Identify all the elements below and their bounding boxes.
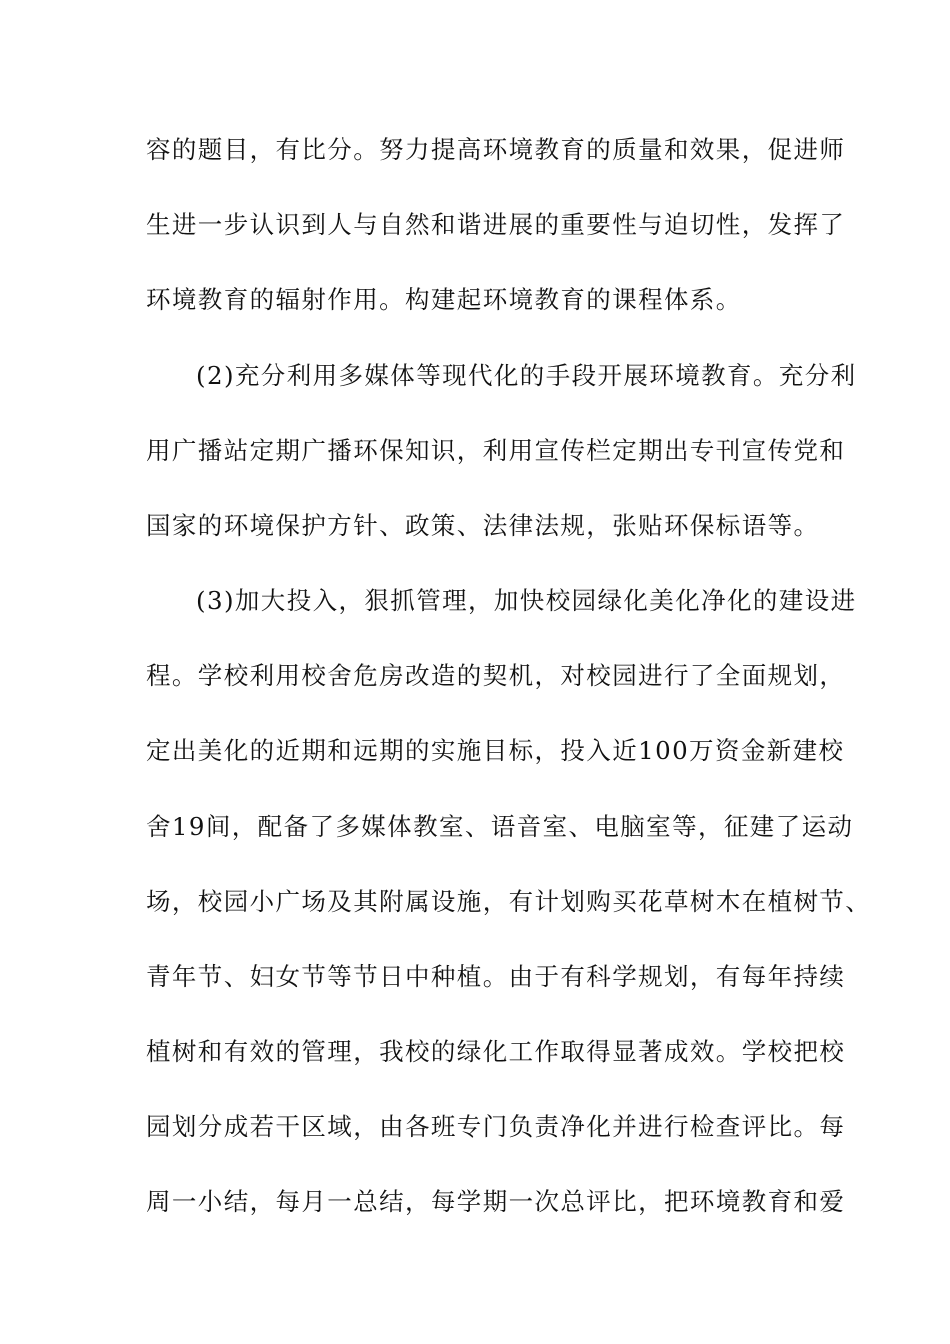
- text-line: 定出美化的近期和远期的实施目标，投入近100万资金新建校: [146, 736, 845, 765]
- text-line: 园划分成若干区域，由各班专门负责净化并进行检查评比。每: [146, 1112, 846, 1141]
- text-line: 周一小结，每月一总结，每学期一次总评比，把环境教育和爱: [146, 1187, 846, 1216]
- text-line: 用广播站定期广播环保知识，利用宣传栏定期出专刊宣传党和: [146, 436, 846, 465]
- text-line: 场，校园小广场及其附属设施，有计划购买花草树木在植树节、: [146, 887, 872, 916]
- text-line: 舍19间，配备了多媒体教室、语音室、电脑室等，征建了运动: [146, 812, 854, 841]
- text-line: 程。学校利用校舍危房改造的契机，对校园进行了全面规划，: [146, 661, 846, 690]
- paragraph-3-first-line: (3)加大投入，狠抓管理，加快校园绿化美化净化的建设进: [196, 586, 857, 615]
- text-line: 容的题目，有比分。努力提高环境教育的质量和效果，促进师: [146, 135, 846, 164]
- text-line: 生进一步认识到人与自然和谐进展的重要性与迫切性，发挥了: [146, 210, 846, 239]
- text-line: 环境教育的辐射作用。构建起环境教育的课程体系。: [146, 285, 742, 314]
- text-line: 青年节、妇女节等节日中种植。由于有科学规划，有每年持续: [146, 962, 846, 991]
- paragraph-2-first-line: (2)充分利用多媒体等现代化的手段开展环境教育。充分利: [196, 361, 857, 390]
- text-line: 植树和有效的管理，我校的绿化工作取得显著成效。学校把校: [146, 1037, 846, 1066]
- text-line: 国家的环境保护方针、政策、法律法规，张贴环保标语等。: [146, 511, 820, 540]
